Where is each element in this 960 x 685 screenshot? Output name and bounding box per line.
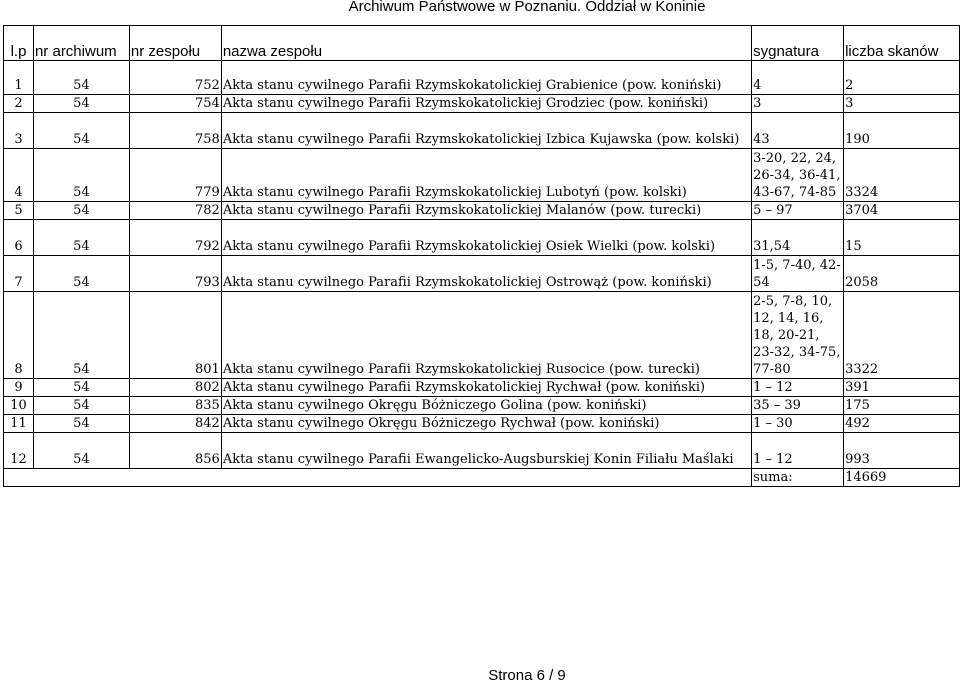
cell-lp: 9	[4, 379, 34, 397]
cell-scan-count: 993	[844, 433, 960, 469]
cell-archive-no: 54	[33, 415, 129, 433]
cell-scan-count: 3324	[844, 149, 960, 202]
cell-lp: 2	[4, 95, 34, 113]
cell-signature: 1 – 12	[752, 379, 844, 397]
table-row	[4, 292, 960, 379]
cell-archive-no: 54	[33, 202, 129, 220]
cell-lp: 8	[4, 292, 34, 379]
cell-archive-no: 54	[33, 433, 129, 469]
col-header-archive-no: nr archiwum	[33, 26, 129, 61]
cell-fond-name: Akta stanu cywilnego Parafii Rzymskokatolickiej Rychwał (pow. koniński)	[221, 379, 751, 397]
cell-signature: 1 – 30	[752, 415, 844, 433]
table-row	[4, 149, 960, 202]
cell-lp: 3	[4, 113, 34, 149]
table-row	[4, 95, 960, 113]
col-header-lp: l.p	[4, 26, 34, 61]
summary-spacer	[4, 469, 752, 487]
cell-fond-name: Akta stanu cywilnego Parafii Rzymskokatolickiej Grodziec (pow. koniński)	[221, 95, 751, 113]
table-row	[4, 220, 960, 256]
summary-row	[4, 469, 960, 487]
cell-archive-no: 54	[33, 379, 129, 397]
cell-scan-count: 175	[844, 397, 960, 415]
cell-scan-count: 2	[844, 61, 960, 95]
cell-fond-no: 752	[129, 61, 221, 95]
table-header-row	[4, 26, 960, 61]
cell-fond-no: 793	[129, 256, 221, 292]
summary-label: suma:	[752, 469, 844, 487]
cell-scan-count: 492	[844, 415, 960, 433]
cell-fond-no: 792	[129, 220, 221, 256]
cell-fond-name: Akta stanu cywilnego Parafii Rzymskokatolickiej Grabienice (pow. koniński)	[221, 61, 751, 95]
fonds-table	[3, 25, 960, 487]
cell-signature: 3-20, 22, 24, 26-34, 36-41, 43-67, 74-85	[752, 149, 844, 202]
cell-fond-name: Akta stanu cywilnego Parafii Rzymskokatolickiej Osiek Wielki (pow. kolski)	[221, 220, 751, 256]
table-row	[4, 113, 960, 149]
table-row	[4, 379, 960, 397]
cell-fond-no: 802	[129, 379, 221, 397]
col-header-fond-name: nazwa zespołu	[221, 26, 751, 61]
cell-scan-count: 15	[844, 220, 960, 256]
cell-fond-no: 801	[129, 292, 221, 379]
summary-value: 14669	[844, 469, 960, 487]
table-row	[4, 397, 960, 415]
cell-scan-count: 190	[844, 113, 960, 149]
col-header-fond-no: nr zespołu	[129, 26, 221, 61]
cell-lp: 6	[4, 220, 34, 256]
cell-scan-count: 2058	[844, 256, 960, 292]
cell-scan-count: 391	[844, 379, 960, 397]
cell-fond-name: Akta stanu cywilnego Parafii Rzymskokatolickiej Ostrowąż (pow. koniński)	[221, 256, 751, 292]
cell-archive-no: 54	[33, 256, 129, 292]
cell-fond-no: 842	[129, 415, 221, 433]
table-row	[4, 256, 960, 292]
cell-signature: 4	[752, 61, 844, 95]
cell-lp: 12	[4, 433, 34, 469]
cell-archive-no: 54	[33, 95, 129, 113]
cell-scan-count: 3322	[844, 292, 960, 379]
cell-fond-name: Akta stanu cywilnego Parafii Rzymskokatolickiej Malanów (pow. turecki)	[221, 202, 751, 220]
cell-fond-no: 754	[129, 95, 221, 113]
cell-signature: 1 – 12	[752, 433, 844, 469]
cell-fond-name: Akta stanu cywilnego Okręgu Bóżniczego Golina (pow. koniński)	[221, 397, 751, 415]
cell-fond-no: 835	[129, 397, 221, 415]
table-row	[4, 433, 960, 469]
table-row	[4, 202, 960, 220]
cell-signature: 5 – 97	[752, 202, 844, 220]
cell-fond-no: 779	[129, 149, 221, 202]
cell-archive-no: 54	[33, 61, 129, 95]
cell-lp: 7	[4, 256, 34, 292]
cell-archive-no: 54	[33, 149, 129, 202]
page-number: Strona 6 / 9	[488, 667, 566, 684]
cell-fond-name: Akta stanu cywilnego Parafii Ewangelicko-Augsburskiej Konin Filiału Maślaki	[221, 433, 751, 469]
cell-signature: 3	[752, 95, 844, 113]
cell-signature: 2-5, 7-8, 10, 12, 14, 16, 18, 20-21, 23-32, 34-75, 77-80	[752, 292, 844, 379]
cell-fond-name: Akta stanu cywilnego Parafii Rzymskokatolickiej Lubotyń (pow. kolski)	[221, 149, 751, 202]
cell-archive-no: 54	[33, 292, 129, 379]
cell-signature: 35 – 39	[752, 397, 844, 415]
cell-fond-no: 782	[129, 202, 221, 220]
cell-archive-no: 54	[33, 113, 129, 149]
table-row	[4, 61, 960, 95]
cell-fond-name: Akta stanu cywilnego Okręgu Bóżniczego Rychwał (pow. koniński)	[221, 415, 751, 433]
col-header-scan-count: liczba skanów	[844, 26, 960, 61]
cell-lp: 1	[4, 61, 34, 95]
cell-lp: 4	[4, 149, 34, 202]
cell-fond-name: Akta stanu cywilnego Parafii Rzymskokatolickiej Izbica Kujawska (pow. kolski)	[221, 113, 751, 149]
cell-signature: 1-5, 7-40, 42-54	[752, 256, 844, 292]
col-header-signature: sygnatura	[752, 26, 844, 61]
cell-lp: 5	[4, 202, 34, 220]
cell-lp: 11	[4, 415, 34, 433]
cell-scan-count: 3704	[844, 202, 960, 220]
cell-fond-name: Akta stanu cywilnego Parafii Rzymskokatolickiej Rusocice (pow. turecki)	[221, 292, 751, 379]
cell-lp: 10	[4, 397, 34, 415]
cell-signature: 31,54	[752, 220, 844, 256]
cell-archive-no: 54	[33, 220, 129, 256]
table-row	[4, 415, 960, 433]
cell-scan-count: 3	[844, 95, 960, 113]
cell-archive-no: 54	[33, 397, 129, 415]
cell-fond-no: 758	[129, 113, 221, 149]
cell-fond-no: 856	[129, 433, 221, 469]
page-header: Archiwum Państwowe w Poznaniu. Oddział w Koninie	[348, 0, 706, 15]
cell-signature: 43	[752, 113, 844, 149]
